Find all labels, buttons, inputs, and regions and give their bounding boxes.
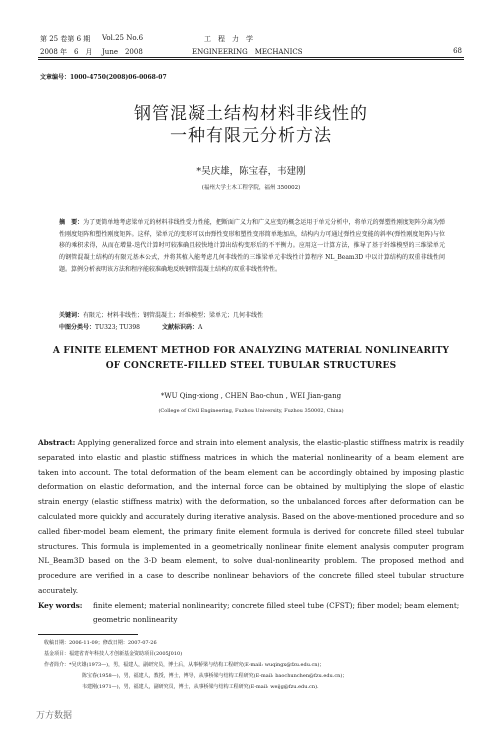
- cn-abstract-text: 为了更简单地考虑梁单元的材料非线性受力性能，把断面广义力和广义应变的概念运用于单元分析中，将单元的弹塑性刚度矩阵分离为弹性刚度矩阵和塑性刚度矩阵。这样，梁单元的变形可以由弹性变形和塑性变形简单地加出，结构内力可通过弹性应变能的斜率(弹性刚度矩阵)与位移的乘积求得，从而在增量-迭代计算时可较准确且较快地计算出结构变形后的不平衡力。应用这一计算方法，推导了基于纤维模型的三维梁单元的钢管混凝土结构的有限元基本公式，并将其植入能考虑几何非线性的三维梁单元非线性计算程序 NL_Beam3D 中以计算结构的双重非线性问题。算例分析表明该方法和程序能较准确地反映钢管混凝土结构的双重非线性特性。: [59, 219, 445, 273]
- running-header-line-1: [40, 34, 462, 44]
- issue-en: Vol.25 No.6: [102, 34, 144, 42]
- journal-cn: 工 程 力 学: [204, 35, 253, 43]
- journal-en: ENGINEERING MECHANICS: [192, 48, 303, 56]
- en-keywords: [38, 599, 464, 625]
- cn-authors: *吴庆雄，陈宝春，韦建刚: [196, 166, 306, 177]
- article-number: 文章编号：1000-4750(2008)06-0068-07: [40, 74, 167, 81]
- date-en: June 2008: [102, 48, 143, 56]
- cn-class-label: 中图分类号：: [59, 324, 96, 331]
- cn-keywords-text: 有限元；材料非线性；钢管混凝土；纤维模型；梁单元；几何非线性: [83, 312, 264, 319]
- running-header-line-2: [40, 47, 462, 57]
- cn-abstract-label: 摘 要：: [59, 219, 84, 226]
- footnote-author-3: 韦建刚(1971—)，男，福建人，副研究员，博士，从事桥梁与结构工程研究(E-mail: weijg@fzu.edu.cn).: [82, 684, 319, 690]
- en-keywords-label: Key words:: [38, 601, 83, 610]
- cn-class-value: TU323; TU398: [95, 324, 140, 331]
- en-abstract: [38, 436, 464, 599]
- header-rule-top: [38, 57, 464, 58]
- footnote-rule: [38, 634, 138, 635]
- cn-title-line-2: 一种有限元分析方法: [170, 126, 332, 146]
- date-cn: 2008 年 6 月: [40, 48, 93, 56]
- footnote-fund: 基金项目：福建省青年科技人才创新基金资助项目(2005J010): [44, 651, 183, 657]
- en-affiliation: (College of Civil Engineering, Fuzhou University, Fuzhou 350002, China): [158, 408, 344, 414]
- cn-keywords-label: 关键词：: [59, 312, 84, 319]
- cn-classification: [59, 322, 445, 334]
- cn-keywords: [59, 310, 445, 322]
- cn-abstract: [59, 217, 445, 276]
- en-title-line-1: A FINITE ELEMENT METHOD FOR ANALYZING MATERIAL NONLINEARITY: [52, 346, 450, 356]
- doc-code-label: 文献标识码：: [161, 324, 198, 331]
- en-abstract-text: Applying generalized force and strain into element analysis, the elastic-plastic stiffness matrix is readily separated into elastic and plastic stiffness matrices in which the material nonlinearity of a beam element are taken into account. The total deformation of the beam element can be accordingly obtained by imposing plastic deformation on elastic deformation, and the internal force can be obtained by multiplying the slope of elastic strain energy (elastic stiffness matrix) with the deformation, so the unbalanced forces after deformation can be calculated more quickly and accurately during iterative analysis. Based on the above-mentioned procedure and so called fiber-model beam element, the primary finite element formula is derived for concrete filled steel tubular structures. This formula is implemented in a geometrically nonlinear finite element analysis computer program NL_Beam3D based on the 3-D beam element, to solve dual-nonlinearity problem. The proposed method and procedure are verified in a case to describe nonlinear behaviors of the concrete filled steel tubular structure accurately.: [38, 438, 464, 595]
- en-title-line-2: OF CONCRETE-FILLED STEEL TUBULAR STRUCTURES: [105, 361, 397, 371]
- en-abstract-label: Abstract:: [38, 438, 76, 447]
- footnote-author-1: 作者简介：*吴庆雄(1973—)，男，福建人，副研究员，博士后，从事桥梁与结构工程研究(E-mail: wuqingx@fzu.edu.cn)；: [44, 662, 325, 668]
- cn-affiliation: (福州大学土木工程学院，福州 350002): [201, 185, 301, 191]
- en-authors: *WU Qing-xiong , CHEN Bao-chun , WEI Jian-gang: [160, 392, 342, 400]
- doc-code-value: A: [197, 324, 203, 331]
- cn-title-line-1: 钢管混凝土结构材料非线性的: [134, 104, 368, 124]
- en-keywords-text: finite element; material nonlinearity; concrete filled steel tube (CFST); fiber model; beam element; geometric nonlinearity: [93, 601, 460, 625]
- footnote-author-2: 陈宝春(1958—)，男，福建人，教授，博士，博导，从事桥梁与结构工程研究(E-mail: baochunchen@fzu.edu.cn)；: [82, 673, 348, 679]
- footnote-received: 收稿日期：2006-11-09；修改日期：2007-07-26: [44, 640, 157, 646]
- watermark: 万方数据: [36, 711, 73, 721]
- page-number: 68: [453, 47, 462, 55]
- issue-cn: 第 25 卷第 6 期: [40, 35, 91, 43]
- header-rule-bottom: [38, 59, 464, 60]
